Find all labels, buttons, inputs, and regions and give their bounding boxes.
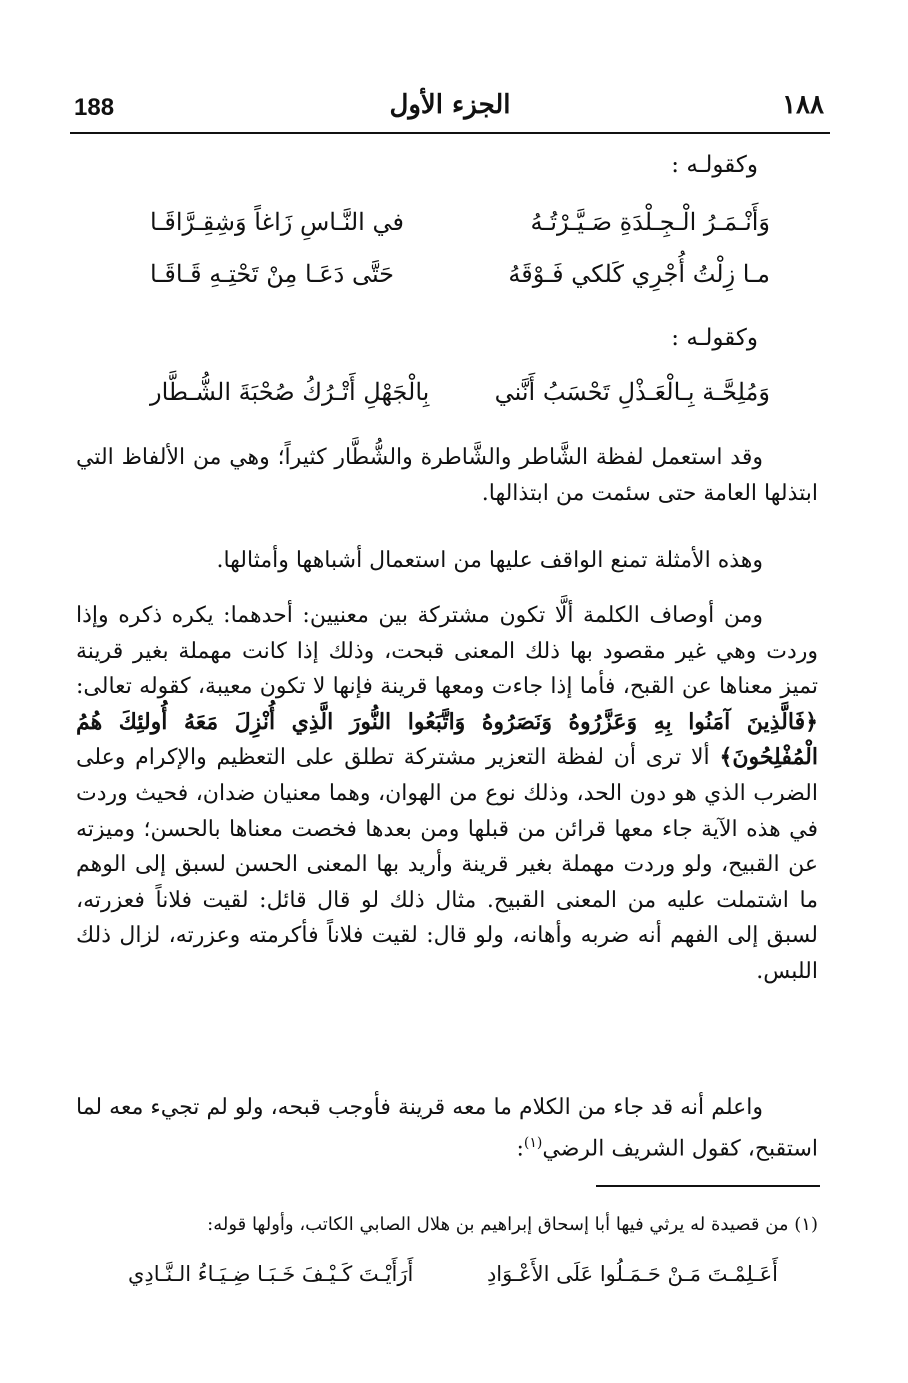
quran-verse: ﴿فَالَّذِينَ آمَنُوا بِهِ وَعَزَّرُوهُ وَنَصَرُوهُ وَاتَّبَعُوا النُّورَ الَّذِي أُنْزِلَ مَعَهُ أُولئِكَ هُمُ الْمُفْلِحُونَ﴾: [76, 708, 818, 771]
running-title: الجزء الأول: [389, 90, 511, 120]
page-number-latin: 188: [74, 94, 115, 121]
paragraph-4: [76, 1090, 818, 1167]
hemistich-second: بِالْجَهْلِ أَتْـرُكُ صُحْبَةَ الشُّـطَّار: [150, 378, 430, 406]
footnote-text: (١) من قصيدة له يرثي فيها أبا إسحاق إبراهيم بن هلال الصابي الكاتب، وأولها قوله:: [207, 1214, 818, 1235]
page-header: [70, 88, 830, 134]
paragraph-2: [76, 543, 818, 579]
paragraph-1-text: وقد استعمل لفظة الشَّاطر والشَّاطرة والشُّطَّار كثيراً؛ وهي من الألفاظ التي ابتذلها العامة حتى سئمت من ابتذالها.: [76, 445, 818, 506]
hemistich-second: حَتَّى دَعَـا مِنْ تَحْتِـهِ قَـاقَـا: [150, 260, 395, 288]
verse-intro-2: وكقولـه :: [671, 325, 758, 351]
verse-intro-1: وكقولـه :: [671, 152, 758, 178]
paragraph-3-text-a: ومن أوصاف الكلمة ألَّا تكون مشتركة بين معنيين: أحدهما: يكره ذكره وإذا وردت وهي غير مقصود بها ذلك المعنى قبحت، وذلك إذا كانت مهملة بغير قرينة تميز معناها عن القبح، فأما إذا جاءت ومعها قرينة فإنها لا تكون معيبة، كقوله تعالى:: [76, 603, 818, 700]
hemistich-second: في النَّـاسِ زَاغاً وَشِقِـرَّاقَـا: [150, 208, 404, 236]
poem-2-verse-1: [150, 378, 770, 418]
hemistich-second: أَرَأَيْـتَ كَـيْـفَ خَـبَـا ضِـيَـاءُ الـنَّـادِي: [128, 1262, 414, 1286]
paragraph-4-text-b: :: [516, 1135, 524, 1161]
paragraph-3-text-b: ألا ترى أن لفظة التعزير مشتركة تطلق على التعظيم والإكرام وعلى الضرب الذي هو دون الحد، وذلك نوع من الهوان، وهما معنيان ضدان، فحيث وردت في هذه الآية جاء معها قرائن من قبلها ومن بعدها فخصت معناها بالحسن؛ وميزته عن القبيح، ولو وردت مهملة بغير قرينة وأريد بها المعنى الحسن لسبق إلى الوهم ما اشتملت عليه من المعنى القبيح. مثال ذلك لو قال قائل: لقيت فلاناً فعزرته، لسبق إلى الفهم أنه ضربه وأهانه، ولو قال: لقيت فلاناً فأكرمته وعزرته، لزال ذلك اللبس.: [76, 745, 818, 984]
hemistich-first: وَأَنْـمَـرُ الْـجِـلْدَةِ صَـيَّـرْتُـهُ: [530, 208, 770, 236]
paragraph-1: [76, 440, 818, 511]
paragraph-2-text: وهذه الأمثلة تمنع الواقف عليها من استعمال أشباهها وأمثالها.: [216, 548, 763, 573]
paragraph-3: [76, 598, 818, 990]
footnote-reference[interactable]: (١): [523, 1134, 543, 1151]
poem-1-verse-2: [150, 260, 770, 300]
hemistich-first: أَعَـلِمْـتَ مَـنْ حَـمَـلُوا عَلَى الأَعْـوَادِ: [486, 1262, 778, 1286]
hemistich-first: وَمُلِحَّـة بِـالْعَـذْلِ تَحْسَبُ أَنَّني: [494, 378, 770, 406]
hemistich-first: مـا زِلْتُ أُجْرِي كَلكي فَـوْقَهُ: [508, 260, 770, 288]
paragraph-4-text-a: واعلم أنه قد جاء من الكلام ما معه قرينة فأوجب قبحه، ولو لم تجيء معه لما استقبح، كقول الشريف الرضي: [76, 1095, 818, 1161]
footnote-divider: [596, 1185, 820, 1187]
footnote-verse: [128, 1262, 778, 1298]
poem-1-verse-1: [150, 208, 770, 248]
page-number-arabic: ١٨٨: [782, 90, 824, 120]
